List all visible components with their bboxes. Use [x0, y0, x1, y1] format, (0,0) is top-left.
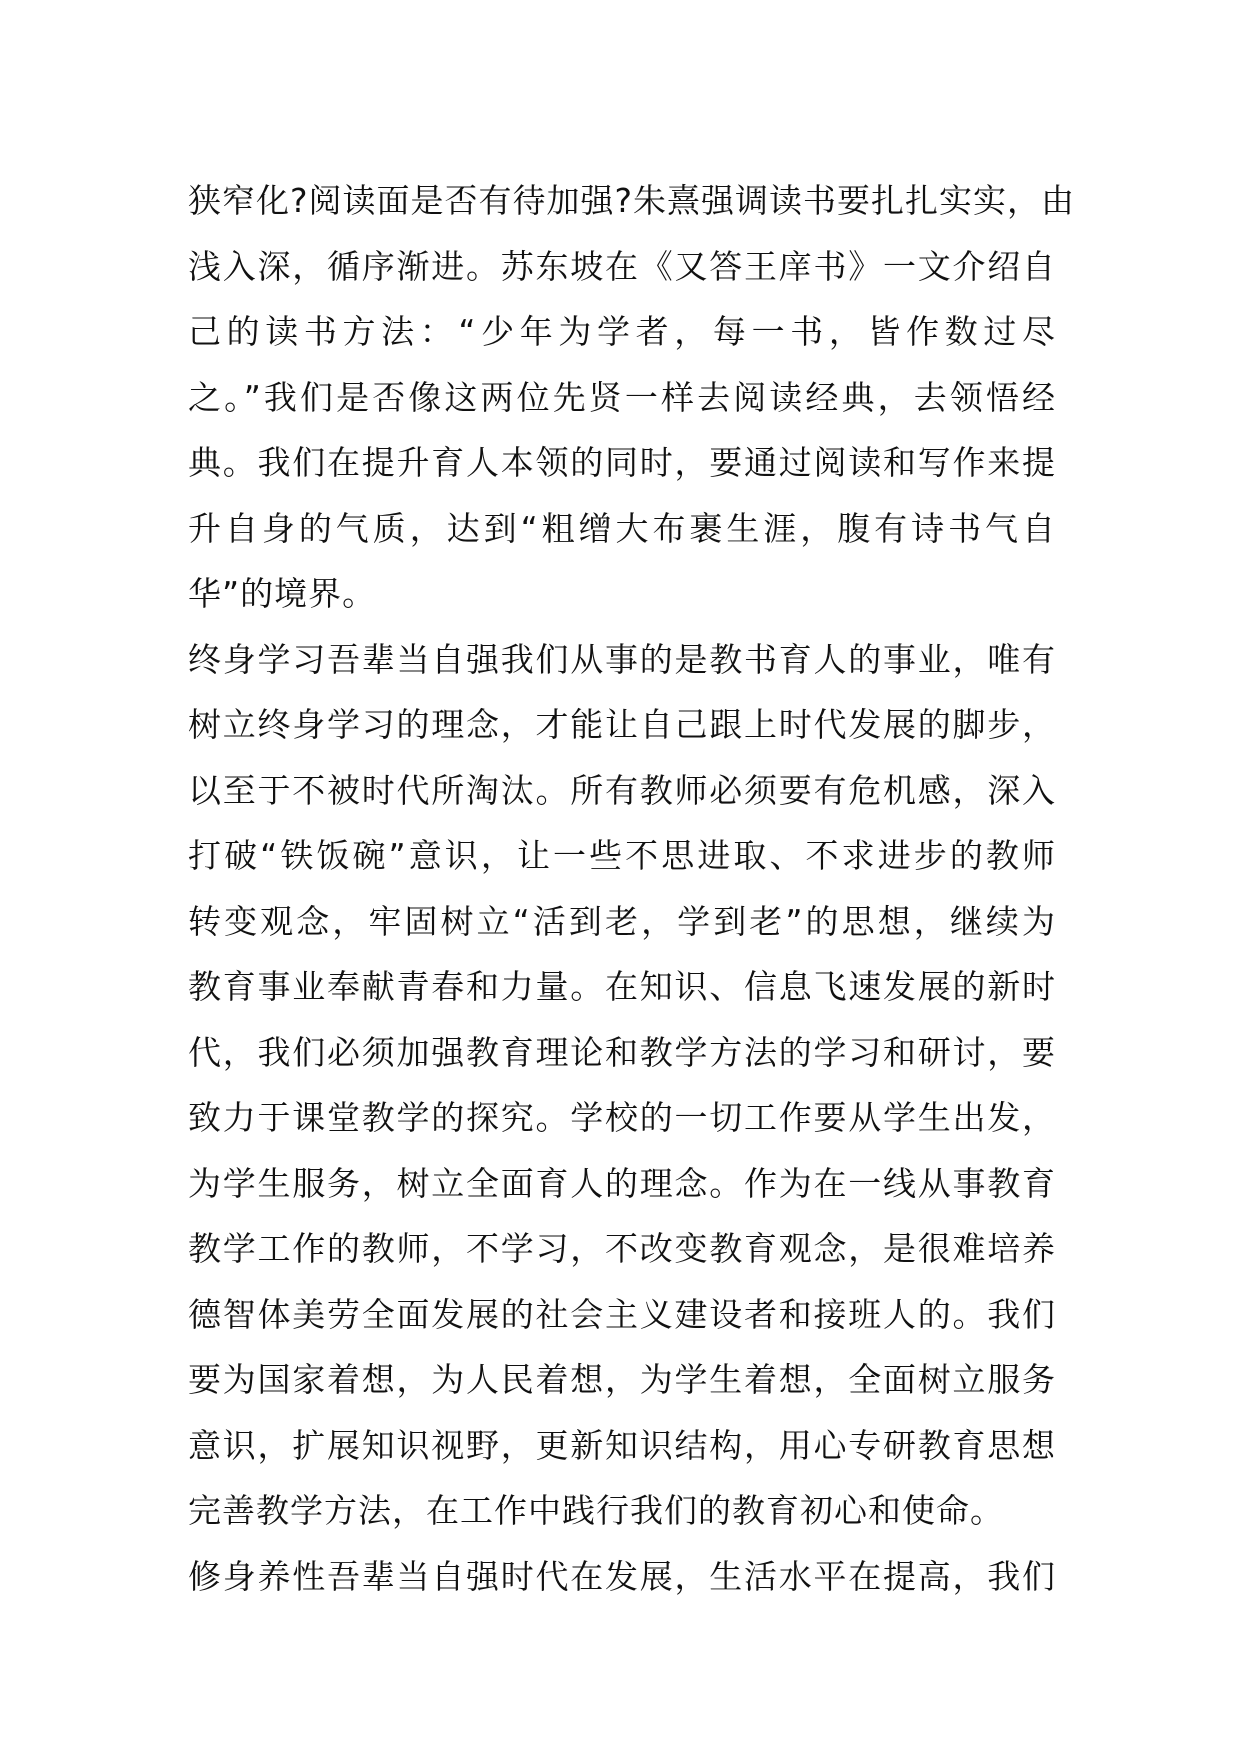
text-line: 为学生服务，树立全面育人的理念。作为在一线从事教育: [188, 1163, 1056, 1203]
text-line: 升自身的气质，达到“粗缯大布裹生涯，腹有诗书气自: [188, 508, 1056, 548]
text-line: 完善教学方法，在工作中践行我们的教育初心和使命。: [188, 1491, 1004, 1530]
text-line: 之。”我们是否像这两位先贤一样去阅读经典，去领悟经: [188, 377, 1056, 417]
text-line: 要为国家着想，为人民着想，为学生着想，全面树立服务: [188, 1360, 1056, 1399]
text-line: 代，我们必须加强教育理论和教学方法的学习和研讨，要: [188, 1032, 1056, 1072]
text-line: 转变观念，牢固树立“活到老，学到老”的思想，继续为: [188, 901, 1056, 941]
text-line: 树立终身学习的理念，才能让自己跟上时代发展的脚步，: [188, 705, 1056, 744]
text-line: 教育事业奉献青春和力量。在知识、信息飞速发展的新时: [188, 967, 1056, 1006]
text-line: 打破“铁饭碗”意识，让一些不思进取、不求进步的教师: [188, 836, 1056, 875]
text-line: 狭窄化?阅读面是否有待加强?朱熹强调读书要扎扎实实，由: [188, 181, 1076, 220]
text-line: 浅入深，循序渐进。苏东坡在《又答王庠书》一文介绍自: [188, 246, 1056, 286]
document-body: [188, 168, 1076, 1609]
text-line: 己的读书方法：“少年为学者，每一书，皆作数过尽: [188, 312, 1056, 351]
text-line: 意识，扩展知识视野，更新知识结构，用心专研教育思想: [188, 1425, 1056, 1465]
text-line: 典。我们在提升育人本领的同时，要通过阅读和写作来提: [188, 443, 1056, 482]
text-line: 德智体美劳全面发展的社会主义建设者和接班人的。我们: [188, 1294, 1056, 1334]
text-line: 致力于课堂教学的探究。学校的一切工作要从学生出发，: [188, 1098, 1056, 1137]
text-line: 修身养性吾辈当自强时代在发展，生活水平在提高，我们: [188, 1556, 1056, 1596]
text-line: 华”的境界。: [188, 574, 377, 613]
text-line: 以至于不被时代所淘汰。所有教师必须要有危机感，深入: [188, 770, 1056, 810]
text-line: 终身学习吾辈当自强我们从事的是教书育人的事业，唯有: [188, 639, 1056, 679]
text-line: 教学工作的教师，不学习，不改变教育观念，是很难培养: [188, 1229, 1056, 1268]
